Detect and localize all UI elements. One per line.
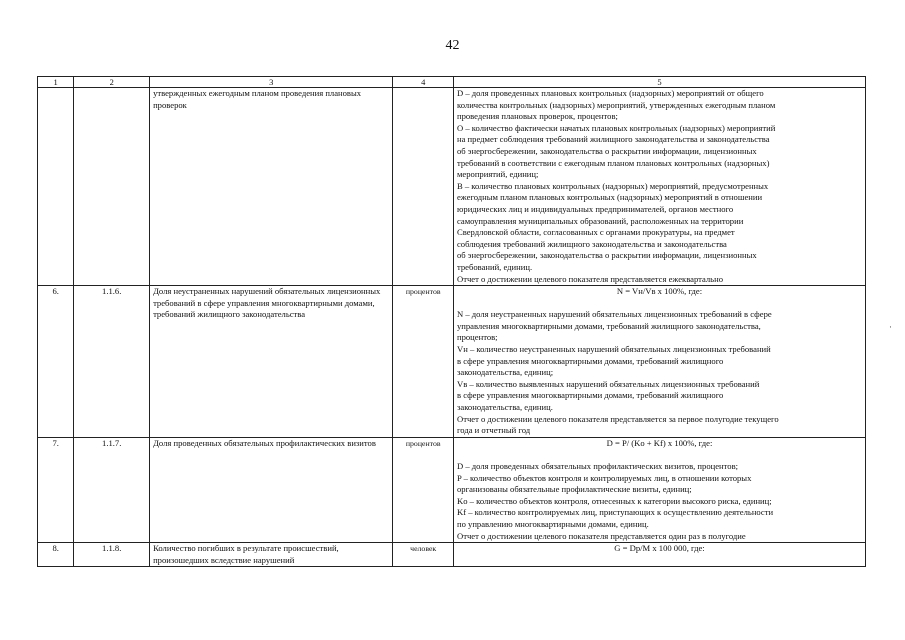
indicator-name: Доля неустраненных нарушений обязательных лицензионных требований в сфере управления многоквартирными домами, требований жилищного законодательства xyxy=(150,286,393,438)
page-number: 42 xyxy=(445,38,460,53)
indicator-name: Количество погибших в результате происшествий, произошедших вследствие нарушений xyxy=(150,543,393,567)
method-line: года и отчетный год xyxy=(456,425,531,436)
table-header-row xyxy=(38,77,866,88)
method-line: самоуправления муниципальных образований, расположенных на территории xyxy=(456,215,744,226)
table-row-7 xyxy=(38,437,866,542)
header-col-5: 5 xyxy=(453,77,865,88)
method-line: Kf – количество контролируемых лиц, приступающих к осуществлению деятельности xyxy=(456,507,774,518)
scan-mark: · xyxy=(889,322,892,332)
row-number: 6. xyxy=(38,286,74,438)
table-row-8 xyxy=(38,543,866,567)
row-number: 8. xyxy=(38,543,74,567)
indicator-method xyxy=(453,543,865,567)
indicator-unit: человек xyxy=(393,543,454,567)
row-number: 7. xyxy=(38,437,74,542)
indicator-unit: процентов xyxy=(393,286,454,438)
method-line: Отчет о достижении целевого показателя представляется один раз в полугодие xyxy=(456,530,746,541)
table-row-6 xyxy=(38,286,866,438)
cont-number-cell xyxy=(38,88,74,286)
method-line: О – количество фактически начатых плановых контрольных (надзорных) мероприятий xyxy=(456,122,776,133)
method-line: организованы обязательные профилактические визиты, единиц; xyxy=(456,484,692,495)
cont-code-cell xyxy=(74,88,150,286)
method-line: Vв – количество выявленных нарушений обязательных лицензионных требований xyxy=(456,378,760,389)
method-line: В – количество плановых контрольных (надзорных) мероприятий, предусмотренных xyxy=(456,180,769,191)
method-line: требований в соответствии с ежегодным планом плановых контрольных (надзорных) xyxy=(456,157,770,168)
header-col-1: 1 xyxy=(38,77,74,88)
method-line: процентов; xyxy=(456,332,498,343)
method-line: D – доля проведенных плановых контрольных (надзорных) мероприятий от общего xyxy=(456,88,764,98)
header-col-3: 3 xyxy=(150,77,393,88)
method-line: ежегодным планом плановых контрольных (надзорных) мероприятий в отношении xyxy=(456,192,763,203)
method-line: об энергосбережении, законодательства о раскрытии информации, лицензионных xyxy=(456,145,757,156)
cont-name-cell: утвержденных ежегодным планом проведения плановых проверок xyxy=(150,88,393,286)
method-line: по управлению многоквартирными домами, единиц. xyxy=(456,518,649,529)
method-line: Ko – количество объектов контроля, отнесенных к категории высокого риска, единиц; xyxy=(456,495,772,506)
formula: D = P/ (Ko + Kf) x 100%, где: xyxy=(606,437,713,448)
method-line: об энергосбережении, законодательства о раскрытии информации, лицензионных xyxy=(456,250,757,261)
indicator-unit: процентов xyxy=(393,437,454,542)
method-line: законодательства, единиц; xyxy=(456,367,554,378)
method-line: Свердловской области, согласованных с органами прокуратуры, на предмет xyxy=(456,227,735,238)
method-line: Отчет о достижении целевого показателя представляется за первое полугодие текущего xyxy=(456,413,779,424)
table-row-continuation xyxy=(38,88,866,286)
method-line: в сфере управления многоквартирными домами, требований жилищного xyxy=(456,355,724,366)
method-line: Vн – количество неустраненных нарушений обязательных лицензионных требований xyxy=(456,344,771,355)
method-line: управления многоквартирными домами, требований жилищного законодательства, xyxy=(456,320,761,331)
method-line: требований, единиц. xyxy=(456,261,533,272)
method-line: законодательства, единиц. xyxy=(456,402,553,413)
indicator-code: 1.1.7. xyxy=(74,437,150,542)
formula: G = Dp/M x 100 000, где: xyxy=(614,543,705,554)
indicators-table xyxy=(37,76,866,567)
indicator-method xyxy=(453,437,865,542)
formula: N = Vн/Vв x 100%, где: xyxy=(616,286,703,297)
header-col-2: 2 xyxy=(74,77,150,88)
method-line: проведения плановых проверок, процентов; xyxy=(456,111,618,122)
cont-method-cell xyxy=(453,88,865,286)
method-line: мероприятий, единиц; xyxy=(456,169,539,180)
method-line: соблюдения требований жилищного законодательства и законодательства xyxy=(456,238,727,249)
method-line: Отчет о достижении целевого показателя представляется ежеквартально xyxy=(456,273,723,284)
method-line: D – доля проведенных обязательных профилактических визитов, процентов; xyxy=(456,461,739,471)
indicator-code: 1.1.6. xyxy=(74,286,150,438)
method-line: юридических лиц и индивидуальных предпринимателей, органов местного xyxy=(456,203,734,214)
method-line: количества контрольных (надзорных) мероприятий, утвержденных ежегодным планом xyxy=(456,99,776,110)
spacer xyxy=(457,298,862,310)
method-line: N – доля неустраненных нарушений обязательных лицензионных требований в сфере xyxy=(456,309,772,320)
indicator-method xyxy=(453,286,865,438)
method-line: в сфере управления многоквартирными домами, требований жилищного xyxy=(456,390,724,401)
spacer xyxy=(457,449,862,461)
indicator-name: Доля проведенных обязательных профилактических визитов xyxy=(150,437,393,542)
method-line: P – количество объектов контроля и контролируемых лиц, в отношении которых xyxy=(456,472,752,483)
indicator-code: 1.1.8. xyxy=(74,543,150,567)
method-line: на предмет соблюдения требований жилищного законодательства и законодательства xyxy=(456,134,770,145)
cont-unit-cell xyxy=(393,88,454,286)
header-col-4: 4 xyxy=(393,77,454,88)
